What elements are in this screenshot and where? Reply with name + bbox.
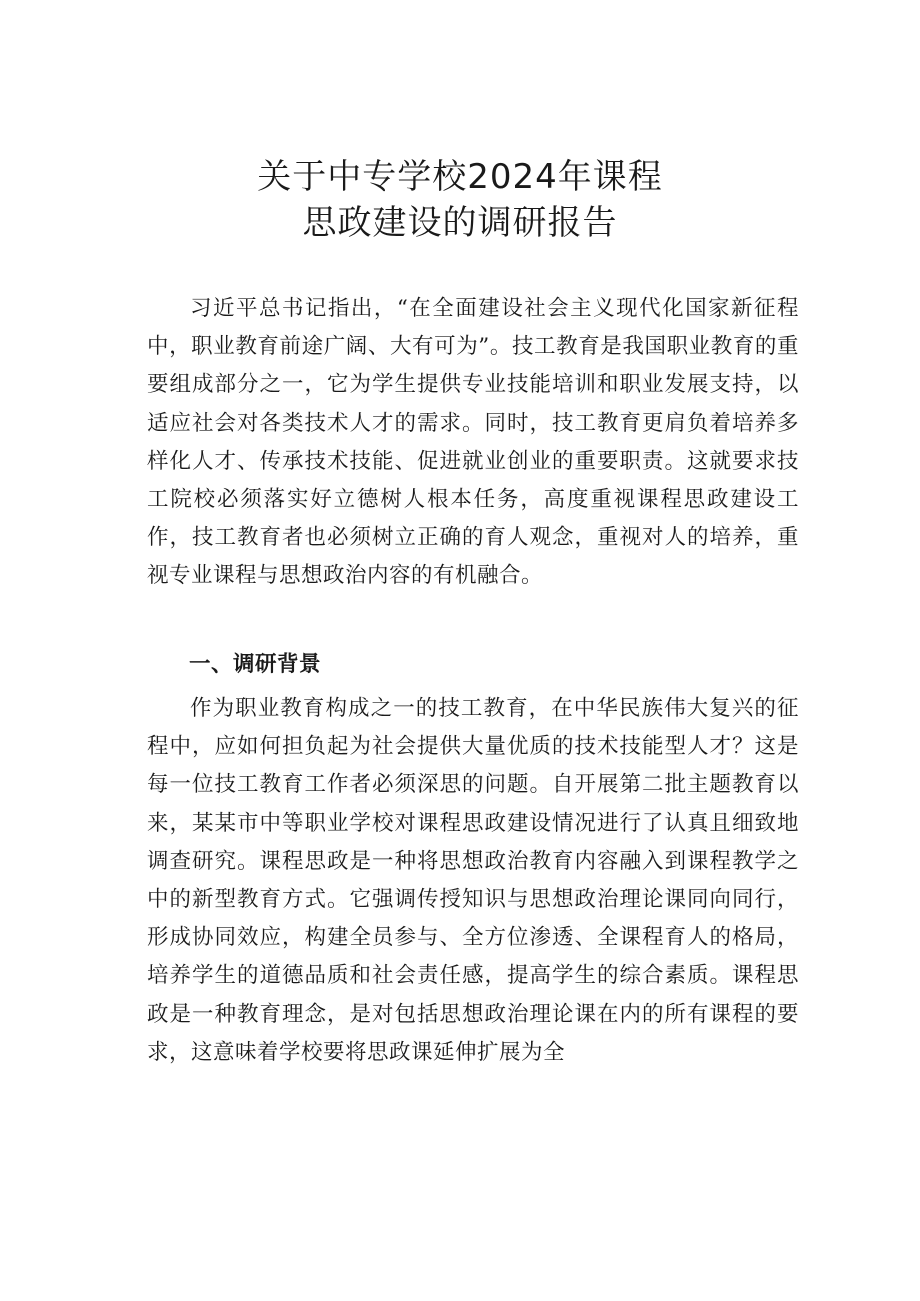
document-title-line-2: 思政建设的调研报告 — [302, 203, 618, 243]
background-paragraph-block — [147, 690, 799, 1072]
document-title-line-1: 关于中专学校2024年课程 — [257, 157, 663, 197]
intro-paragraph-block — [147, 290, 799, 596]
background-paragraph: 作为职业教育构成之一的技工教育，在中华民族伟大复兴的征程中，应如何担负起为社会提供大量优质的技术技能型人才？这是每一位技工教育工作者必须深思的问题。自开展第二批主题教育以来，某某市中等职业学校对课程思政建设情况进行了认真且细致地调查研究。课程思政是一种将思想政治教育内容融入到课程教学之中的新型教育方式。它强调传授知识与思想政治理论课同向同行，形成协同效应，构建全员参与、全方位渗透、全课程育人的格局，培养学生的道德品质和社会责任感，提高学生的综合素质。课程思政是一种教育理念，是对包括思想政治理论课在内的所有课程的要求，这意味着学校要将思政课延伸扩展为全 — [147, 696, 799, 1065]
intro-paragraph: 习近平总书记指出，“在全面建设社会主义现代化国家新征程中，职业教育前途广阔、大有可为”。技工教育是我国职业教育的重要组成部分之一，它为学生提供专业技能培训和职业发展支持，以适应社会对各类技术人才的需求。同时，技工教育更肩负着培养多样化人才、传承技术技能、促进就业创业的重要职责。这就要求技工院校必须落实好立德树人根本任务，高度重视课程思政建设工作，技工教育者也必须树立正确的育人观念，重视对人的培养，重视专业课程与思想政治内容的有机融合。 — [147, 296, 799, 589]
section-heading-background: 一、调研背景 — [189, 652, 322, 677]
